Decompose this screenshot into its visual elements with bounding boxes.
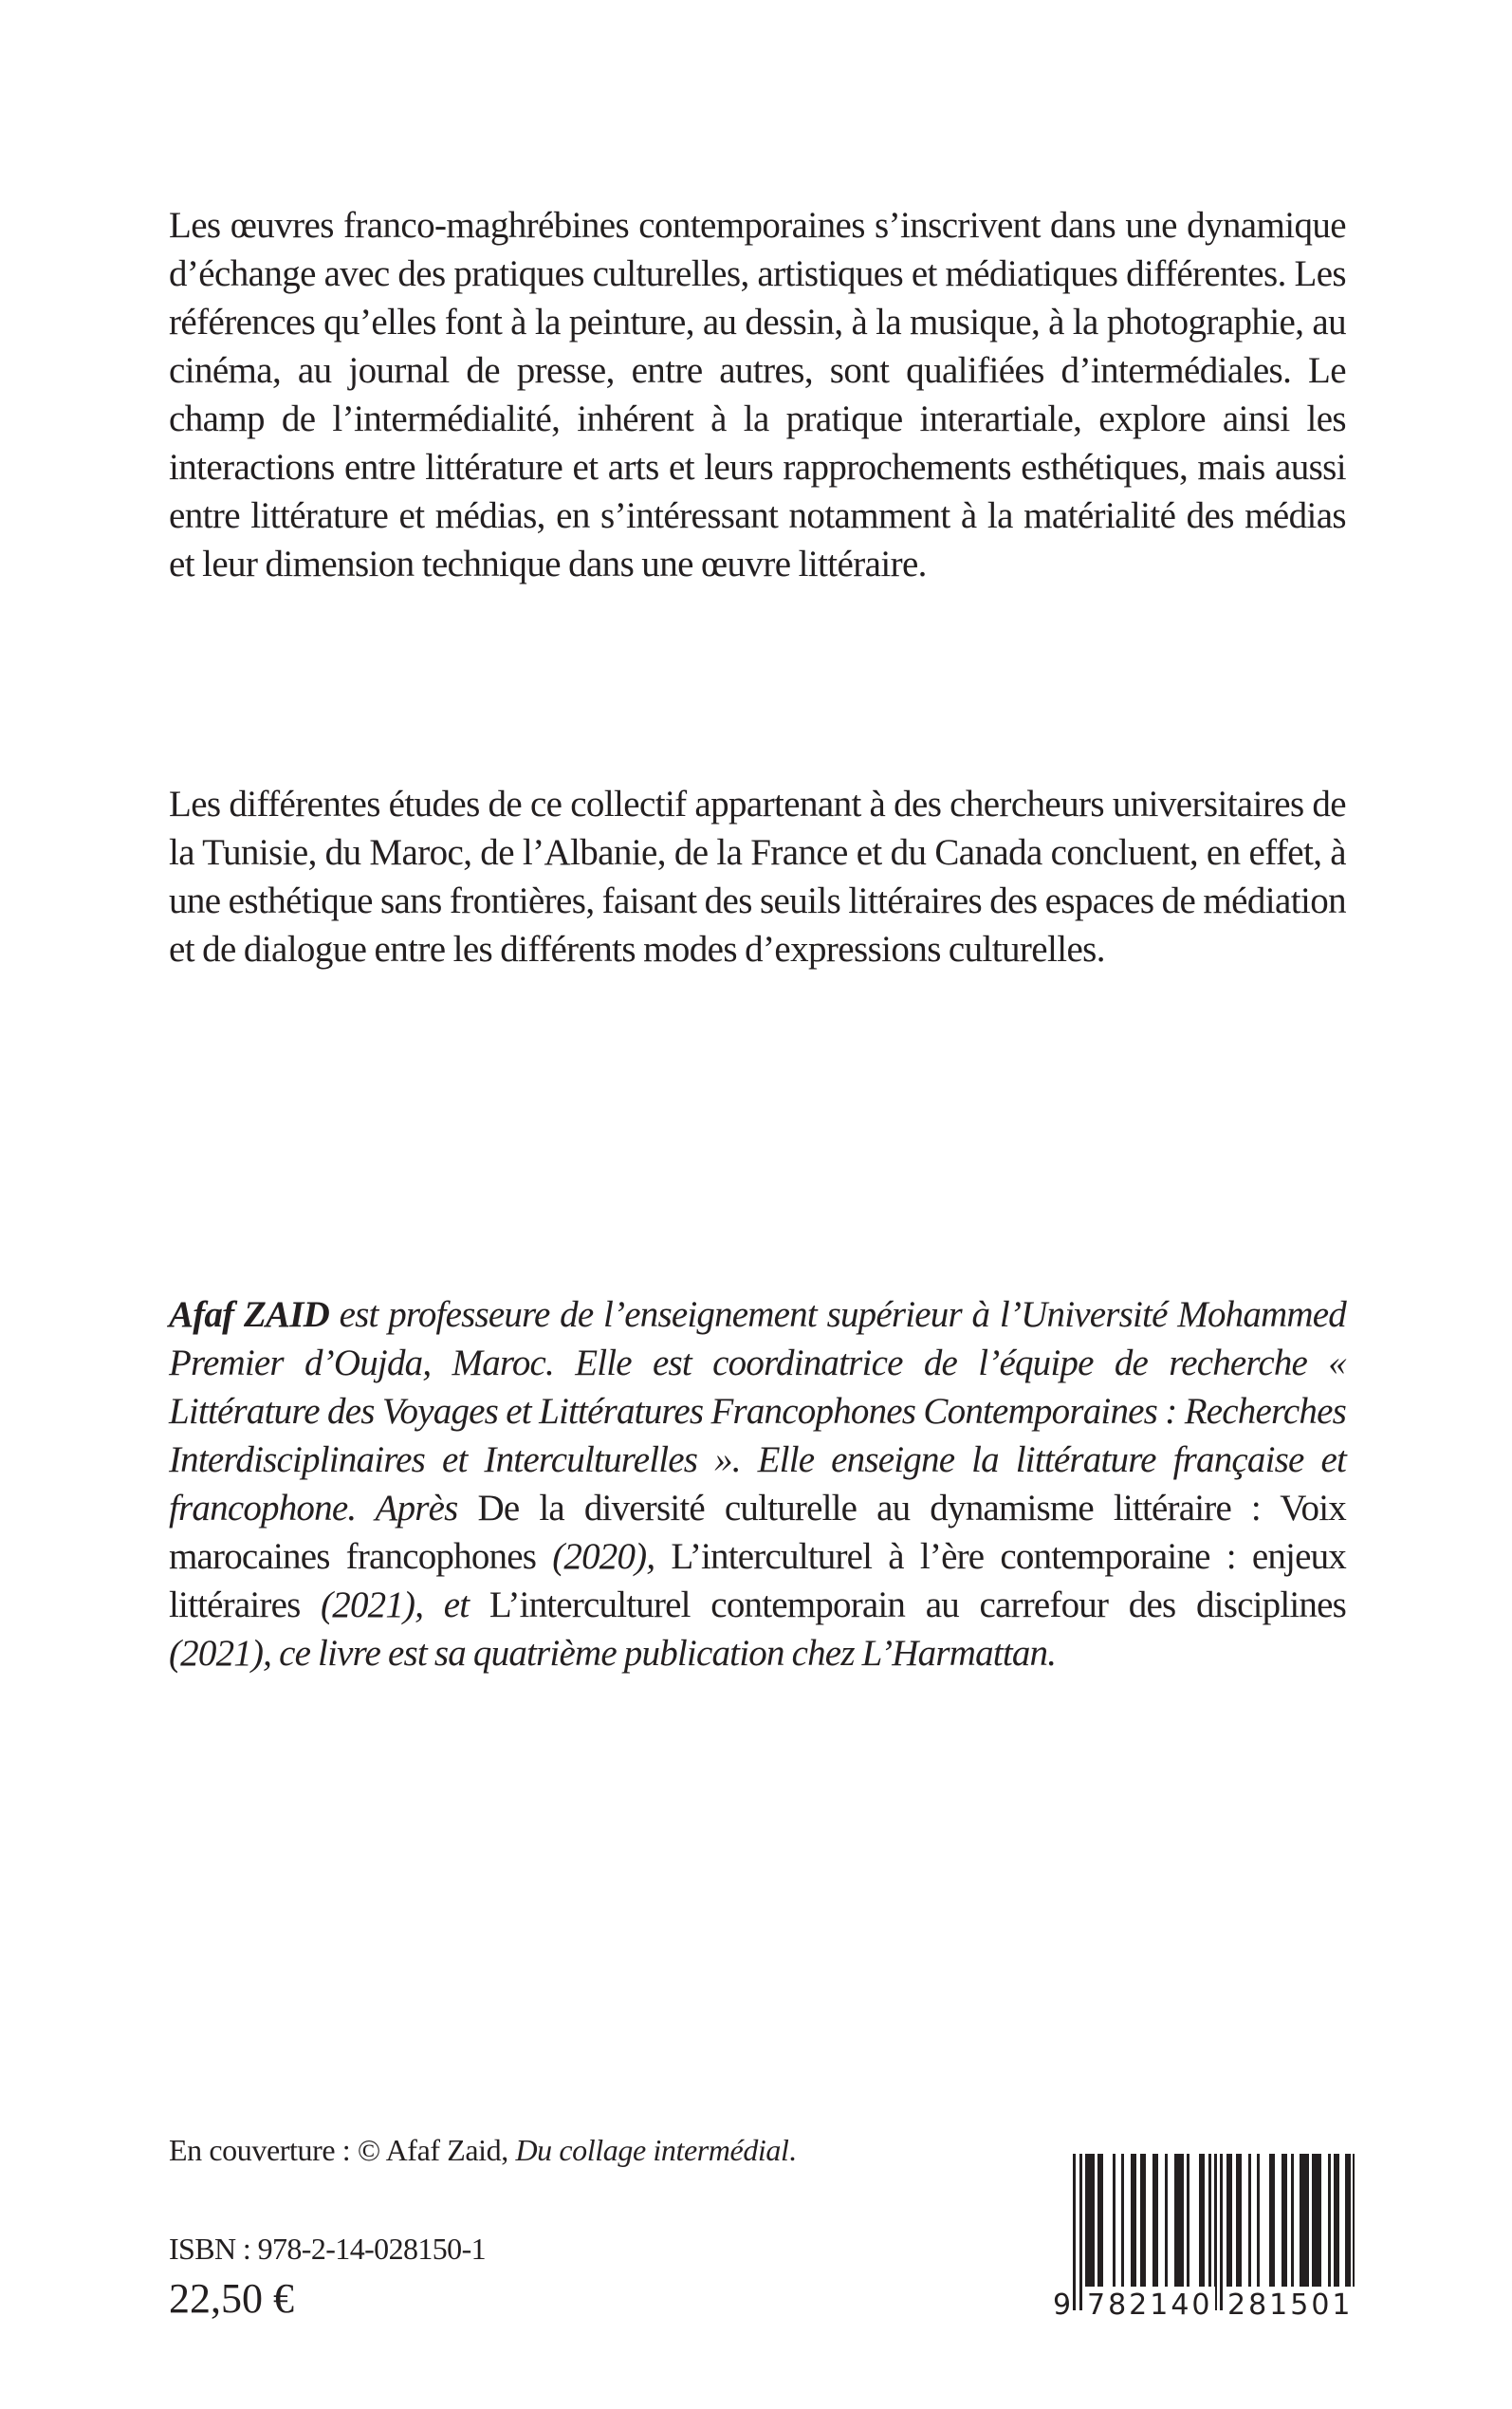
book-title-2: L’interculturel à l’ère contemporaine : enjeux littéraires <box>169 1536 1346 1625</box>
isbn-barcode <box>1043 2146 1356 2336</box>
cover-credit <box>169 2131 796 2169</box>
summary-paragraph-1: Les œuvres franco-maghrébines contemporaines s’inscrivent dans une dynamique d’échange avec des pratiques culturelles, artistiques et médiatiques différentes. Les références qu’elles font à la peinture, au dessin, à la musique, à la photographie, au cinéma, au journal de presse, entre autres, sont qualifiées d’intermédiales. Le champ de l’intermédialité, inhérent à la pratique interartiale, explore ainsi les interactions entre littérature et arts et leurs rapprochements esthétiques, mais aussi entre littérature et médias, en s’intéressant notamment à la matérialité des médias et leur dimension technique dans une œuvre littéraire. <box>169 205 1346 584</box>
price: 22,50 € <box>169 2275 294 2322</box>
barcode-first-digit: 9 <box>1051 2287 1073 2325</box>
book-year-1: (2020), <box>536 1536 672 1577</box>
cover-credit-suffix: . <box>788 2133 797 2167</box>
author-bio <box>169 1290 1346 1677</box>
cover-artwork-title: Du collage intermédial <box>515 2133 789 2167</box>
book-title-1: De la diversité culturelle au dynamisme littéraire : Voix marocaines francophones <box>169 1488 1346 1577</box>
author-bio-text: est professeure de l’enseignement supérieur à l’Université Mohammed Premier d’Oujda, Maroc. Elle est coordinatrice de l’équipe de recherche « Littérature des Voyages et Littératures Francophones Contemporaines : Recherches Interdisciplinaires et Interculturelles ». Elle enseigne la littérature française et francophone. Après <box>169 1294 1346 1529</box>
barcode-left-group: 782140 <box>1085 2287 1215 2325</box>
cover-credit-prefix: En couverture : © Afaf Zaid, <box>169 2133 516 2167</box>
summary-paragraph-2: Les différentes études de ce collectif appartenant à des chercheurs universitaires de la Tunisie, du Maroc, de l’Albanie, de la France et du Canada concluent, en effet, à une esthétique sans frontières, faisant des seuils littéraires des espaces de médiation et de dialogue entre les différents modes d’expressions culturelles. <box>169 784 1346 970</box>
isbn-number: ISBN : 978-2-14-028150-1 <box>169 2232 487 2266</box>
book-year-2: (2021), et <box>300 1584 489 1625</box>
author-name: Afaf ZAID <box>169 1294 329 1335</box>
book-title-3: L’interculturel contemporain au carrefour des disciplines <box>489 1584 1346 1625</box>
book-year-3: (2021), ce livre est sa quatrième publication chez L’Harmattan. <box>169 1633 1057 1674</box>
barcode-right-group: 281501 <box>1226 2287 1355 2325</box>
barcode-digits <box>1043 2287 1356 2325</box>
